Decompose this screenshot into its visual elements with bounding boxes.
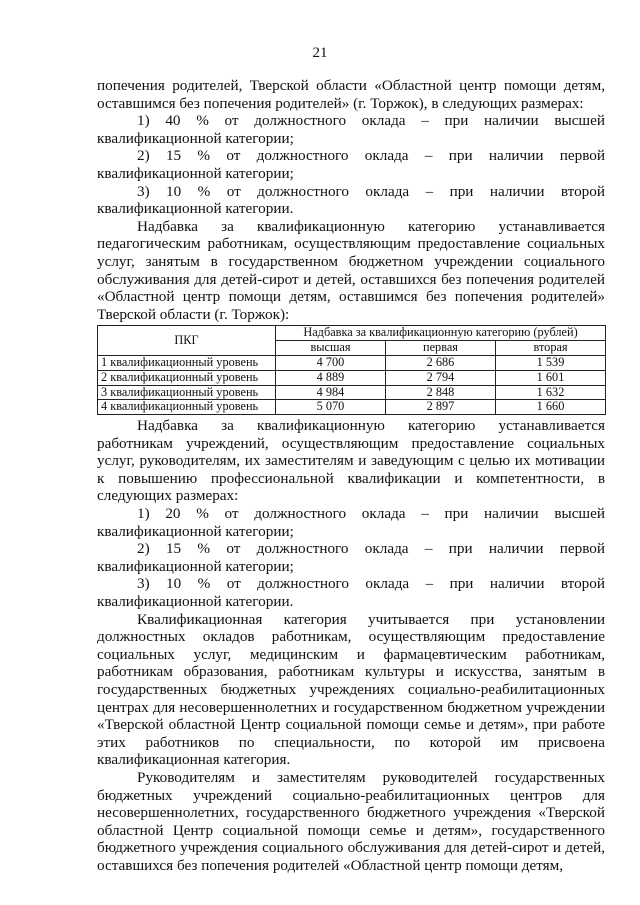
table-cell: 5 070 bbox=[276, 400, 386, 415]
table-subheader: высшая bbox=[276, 341, 386, 356]
page-content bbox=[97, 77, 605, 875]
table-row bbox=[98, 400, 606, 415]
paragraph-workers: Надбавка за квалификационную категорию устанавливается работникам учреждений, осуществляющим предоставление социальных услуг, руководителям, их заместителям и заведующим с целью их мотивации к повышению профессиональной квалификации и компетентности, в следующих размерах: bbox=[97, 417, 605, 505]
list-item-head: 3) 10 % от должностного оклада – при наличии второй bbox=[137, 182, 605, 200]
list-item-tail: квалификационной категории; bbox=[97, 522, 294, 540]
table-cell-label: 4 квалификационный уровень bbox=[98, 400, 276, 415]
table-cell-label: 3 квалификационный уровень bbox=[98, 385, 276, 400]
list-item-tail: квалификационной категории; bbox=[97, 129, 294, 147]
list-item-head: 2) 15 % от должностного оклада – при наличии первой bbox=[137, 540, 605, 558]
list-item-head: 2) 15 % от должностного оклада – при наличии первой bbox=[137, 147, 605, 165]
table-cell: 2 897 bbox=[386, 400, 496, 415]
table-row bbox=[98, 355, 606, 370]
surcharge-list-2 bbox=[97, 505, 605, 611]
paragraph-pedagogical: Надбавка за квалификационную категорию устанавливается педагогическим работникам, осуществляющим предоставление социальных услуг, занятым в государственном бюджетном учреждении социального обслуживания для детей-сирот и детей, оставшихся без попечения родителей «Областной центр помощи детям, оставшимся без попечения родителей» Тверской области (г. Торжок): bbox=[97, 217, 605, 323]
table-cell: 4 700 bbox=[276, 355, 386, 370]
table-header-pkg: ПКГ bbox=[98, 326, 276, 356]
table-cell: 1 601 bbox=[496, 370, 606, 385]
table-subheader: первая bbox=[386, 341, 496, 356]
list-item-head: 1) 40 % от должностного оклада – при наличии высшей bbox=[137, 112, 605, 130]
table-header-row bbox=[98, 326, 606, 341]
list-item-tail: квалификационной категории. bbox=[97, 200, 294, 218]
list-item-head: 1) 20 % от должностного оклада – при наличии высшей bbox=[137, 505, 605, 523]
list-item-tail: квалификационной категории; bbox=[97, 557, 294, 575]
table-cell-label: 2 квалификационный уровень bbox=[98, 370, 276, 385]
list-item-tail: квалификационной категории. bbox=[97, 593, 294, 611]
table-cell: 1 539 bbox=[496, 355, 606, 370]
paragraph-continuation: попечения родителей, Тверской области «Областной центр помощи детям, оставшимся без попечения родителей» (г. Торжок), в следующих размерах: bbox=[97, 77, 605, 112]
surcharge-list-1 bbox=[97, 112, 605, 218]
table-cell: 2 794 bbox=[386, 370, 496, 385]
list-item-head: 3) 10 % от должностного оклада – при наличии второй bbox=[137, 575, 605, 593]
paragraph-category-accounting: Квалификационная категория учитывается при установлении должностных окладов работникам, осуществляющим предоставление социальных услуг, медицинским и фармацевтическим работникам, работникам образования, работникам культуры и искусства, занятым в государственных бюджетных учреждениях социально-реабилитационных центрах для несовершеннолетних и государственном бюджетном учреждении «Тверской областной Центр социальной помощи семье и детям», при работе этих работников по специальности, по которой им присвоена квалификационная категория. bbox=[97, 610, 605, 769]
table-subheader: вторая bbox=[496, 341, 606, 356]
table-row bbox=[98, 370, 606, 385]
table-cell-label: 1 квалификационный уровень bbox=[98, 355, 276, 370]
table-header-group: Надбавка за квалификационную категорию (рублей) bbox=[276, 326, 606, 341]
page-number: 21 bbox=[312, 45, 328, 61]
table-cell: 1 632 bbox=[496, 385, 606, 400]
table-cell: 1 660 bbox=[496, 400, 606, 415]
list-item-tail: квалификационной категории; bbox=[97, 164, 294, 182]
table-row bbox=[98, 385, 606, 400]
table-cell: 4 889 bbox=[276, 370, 386, 385]
table-cell: 2 686 bbox=[386, 355, 496, 370]
paragraph-managers: Руководителям и заместителям руководителей государственных бюджетных учреждений социально-реабилитационных центров для несовершеннолетних, государственного бюджетного учреждения «Тверской областной Центр социальной помощи семье и детям», государственного бюджетного учреждения социального обслуживания для детей-сирот и детей, оставшихся без попечения родителей «Областной центр помощи детям, bbox=[97, 768, 605, 874]
table-cell: 4 984 bbox=[276, 385, 386, 400]
table-cell: 2 848 bbox=[386, 385, 496, 400]
pkg-table bbox=[97, 325, 606, 415]
